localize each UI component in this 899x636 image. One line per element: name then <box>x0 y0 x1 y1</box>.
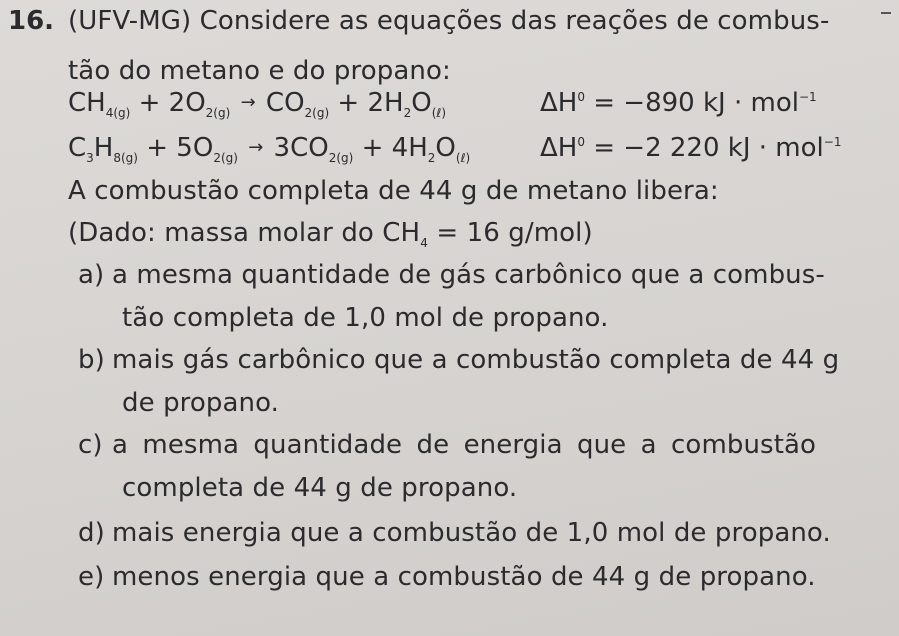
option-text: a mesma quantidade de gás carbônico que a combus- <box>112 260 825 290</box>
option-b[interactable] <box>78 345 839 375</box>
option-a[interactable] <box>78 260 825 290</box>
enthalpy-methane: $\Delta H^0 = -890$ kJ · mol$^{-1}$ <box>540 88 817 118</box>
option-c[interactable] <box>78 430 816 460</box>
enthalpy-propane: $\Delta H^0 = -2$ 220 kJ · mol$^{-1}$ <box>540 133 842 163</box>
option-letter: e) <box>78 562 105 592</box>
option-text: a mesma quantidade de energia que a combustão <box>112 430 817 460</box>
equation-methane: $CH_{4(g)} + 2O_{2(g)} \to CO_{2(g)} + 2H_2O_{(\ell)}$ <box>68 88 447 120</box>
statement-text: A combustão completa de 44 g de metano libera: <box>68 176 719 206</box>
reaction-arrow-icon: → <box>248 137 264 158</box>
option-letter: b) <box>78 345 105 375</box>
option-text: mais gás carbônico que a combustão completa de 44 g <box>112 345 840 375</box>
option-b-continued: de propano. <box>122 388 280 418</box>
eq1-reactant-1: CH <box>68 88 106 118</box>
reaction-arrow-icon: → <box>240 92 256 113</box>
option-a-continued: tão completa de 1,0 mol de propano. <box>122 303 609 333</box>
question-line-1: (UFV-MG) Considere as equações das reações de combus- <box>68 6 830 36</box>
page-edge-mark <box>881 12 891 14</box>
option-letter: c) <box>78 430 103 460</box>
given-data: (Dado: massa molar do $CH_4 = 16$ g/mol) <box>68 218 593 250</box>
option-e[interactable] <box>78 562 816 592</box>
option-letter: a) <box>78 260 105 290</box>
option-c-continued: completa de 44 g de propano. <box>122 473 518 503</box>
option-d[interactable] <box>78 518 831 548</box>
option-text: menos energia que a combustão de 44 g de propano. <box>112 562 816 592</box>
option-letter: d) <box>78 518 105 548</box>
equation-propane: $C_3H_{8(g)} + 5O_{2(g)} \to 3CO_{2(g)} + 4H_2O_{(\ell)}$ <box>68 133 471 165</box>
question-line-2: tão do metano e do propano: <box>68 56 451 86</box>
option-text: mais energia que a combustão de 1,0 mol de propano. <box>112 518 831 548</box>
question-number: 16. <box>8 6 55 36</box>
